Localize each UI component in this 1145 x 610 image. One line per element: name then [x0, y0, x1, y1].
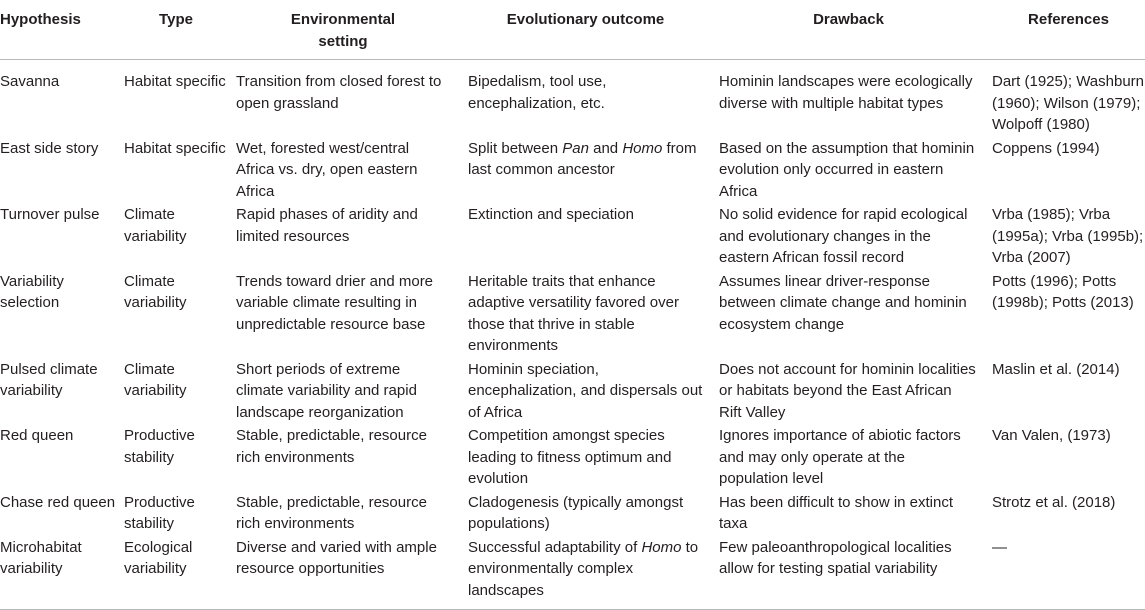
cell-hypothesis: Variability selection [0, 272, 64, 311]
taxon-name: Homo [641, 538, 682, 556]
cell-outcome: Bipedalism, tool use, encephalization, etc. [468, 73, 607, 112]
header-setting [228, 0, 460, 60]
cell-drawback: Based on the assumption that hominin evolution only occurred in eastern Africa [719, 139, 975, 200]
cell-type: Habitat specific [124, 73, 226, 90]
cell-drawback: Few paleoanthropological localities allow for testing spatial variability [711, 535, 986, 610]
cell-setting: Short periods of extreme climate variability and rapid landscape reorganization [236, 360, 417, 421]
cell-references: Van Valen, (1973) [992, 427, 1111, 444]
cell-references: Vrba (1985); Vrba (1995a); Vrba (1995b); Vrba (2007) [992, 206, 1144, 266]
cell-hypothesis: Microhabitat variability [0, 535, 118, 610]
cell-setting: Rapid phases of aridity and limited resources [236, 206, 418, 245]
cell-type: Ecological variability [118, 535, 228, 610]
table-row [0, 202, 1145, 269]
cell-drawback: No solid evidence for rapid ecological and evolutionary changes in the eastern African fossil record [719, 206, 968, 266]
cell-drawback: Does not account for hominin localities or habitats beyond the East African Rift Valley [719, 360, 976, 421]
header-outcome: Evolutionary outcome [460, 0, 711, 60]
cell-outcome: Hominin speciation, encephalization, and dispersals out of Africa [468, 360, 703, 421]
cell-outcome: Cladogenesis (typically amongst populations) [468, 493, 684, 532]
cell-outcome: Competition amongst species leading to fitness optimum and evolution [468, 427, 672, 487]
cell-setting: Stable, predictable, resource rich environments [236, 493, 427, 532]
cell-hypothesis: Pulsed climate variability [0, 360, 98, 399]
outcome-text: from last common ancestor [468, 139, 697, 178]
cell-type: Climate variability [124, 360, 187, 399]
cell-hypothesis: East side story [0, 139, 99, 157]
cell-hypothesis: Savanna [0, 73, 60, 90]
taxon-name: Pan [562, 139, 589, 157]
table-row [0, 423, 1145, 490]
outcome-text: Split between [468, 139, 563, 157]
cell-type: Habitat specific [124, 139, 226, 157]
cell-setting: Stable, predictable, resource rich environments [236, 427, 427, 466]
cell-drawback: Hominin landscapes were ecologically diverse with multiple habitat types [719, 73, 973, 112]
taxon-name: Homo [622, 139, 663, 157]
cell-drawback: Has been difficult to show in extinct taxa [719, 493, 954, 532]
cell-type: Productive stability [124, 427, 195, 466]
table-row [0, 535, 1145, 610]
cell-hypothesis: Red queen [0, 427, 74, 444]
cell-drawback: Assumes linear driver-response between climate change and hominin ecosystem change [719, 272, 967, 333]
cell-setting: Trends toward drier and more variable climate resulting in unpredictable resource base [236, 272, 434, 333]
cell-setting: Diverse and varied with ample resource opportunities [228, 535, 460, 610]
cell-references: Coppens (1994) [992, 139, 1100, 157]
cell-setting: Transition from closed forest to open grassland [236, 73, 442, 112]
cell-type: Productive stability [124, 493, 195, 532]
cell-outcome: Heritable traits that enhance adaptive versatility favored over those that thrive in stable environments [468, 272, 679, 354]
cell-drawback: Ignores importance of abiotic factors and may only operate at the population level [719, 427, 961, 487]
cell-setting: Wet, forested west/central Africa vs. dry, open eastern Africa [236, 139, 418, 200]
table-row [0, 357, 1145, 424]
outcome-text: and [588, 139, 623, 157]
table-row [0, 136, 1145, 203]
cell-references: Maslin et al. (2014) [992, 360, 1120, 378]
header-setting-text: Environmental setting [290, 11, 396, 50]
table-row [0, 60, 1145, 136]
header-hypothesis: Hypothesis [0, 0, 118, 60]
cell-hypothesis: Chase red queen [0, 493, 116, 511]
cell-hypothesis: Turnover pulse [0, 206, 100, 223]
table-header-row [0, 0, 1145, 60]
header-references: References [986, 0, 1145, 60]
cell-outcome [460, 136, 711, 203]
cell-references: Dart (1925); Washburn (1960); Wilson (1979); Wolpoff (1980) [992, 73, 1145, 133]
table-row [0, 490, 1145, 535]
cell-type: Climate variability [124, 206, 187, 245]
cell-outcome: Extinction and speciation [468, 206, 634, 223]
cell-references: Strotz et al. (2018) [992, 493, 1116, 511]
header-type: Type [118, 0, 228, 60]
cell-type: Climate variability [124, 272, 187, 311]
outcome-text: to environmentally complex landscapes [468, 538, 699, 599]
table-row [0, 269, 1145, 357]
cell-references: Potts (1996); Potts (1998b); Potts (2013) [992, 272, 1134, 311]
cell-references: — [986, 535, 1145, 610]
outcome-text: Successful adaptability of [468, 538, 642, 556]
header-drawback: Drawback [711, 0, 986, 60]
cell-outcome [460, 535, 711, 610]
